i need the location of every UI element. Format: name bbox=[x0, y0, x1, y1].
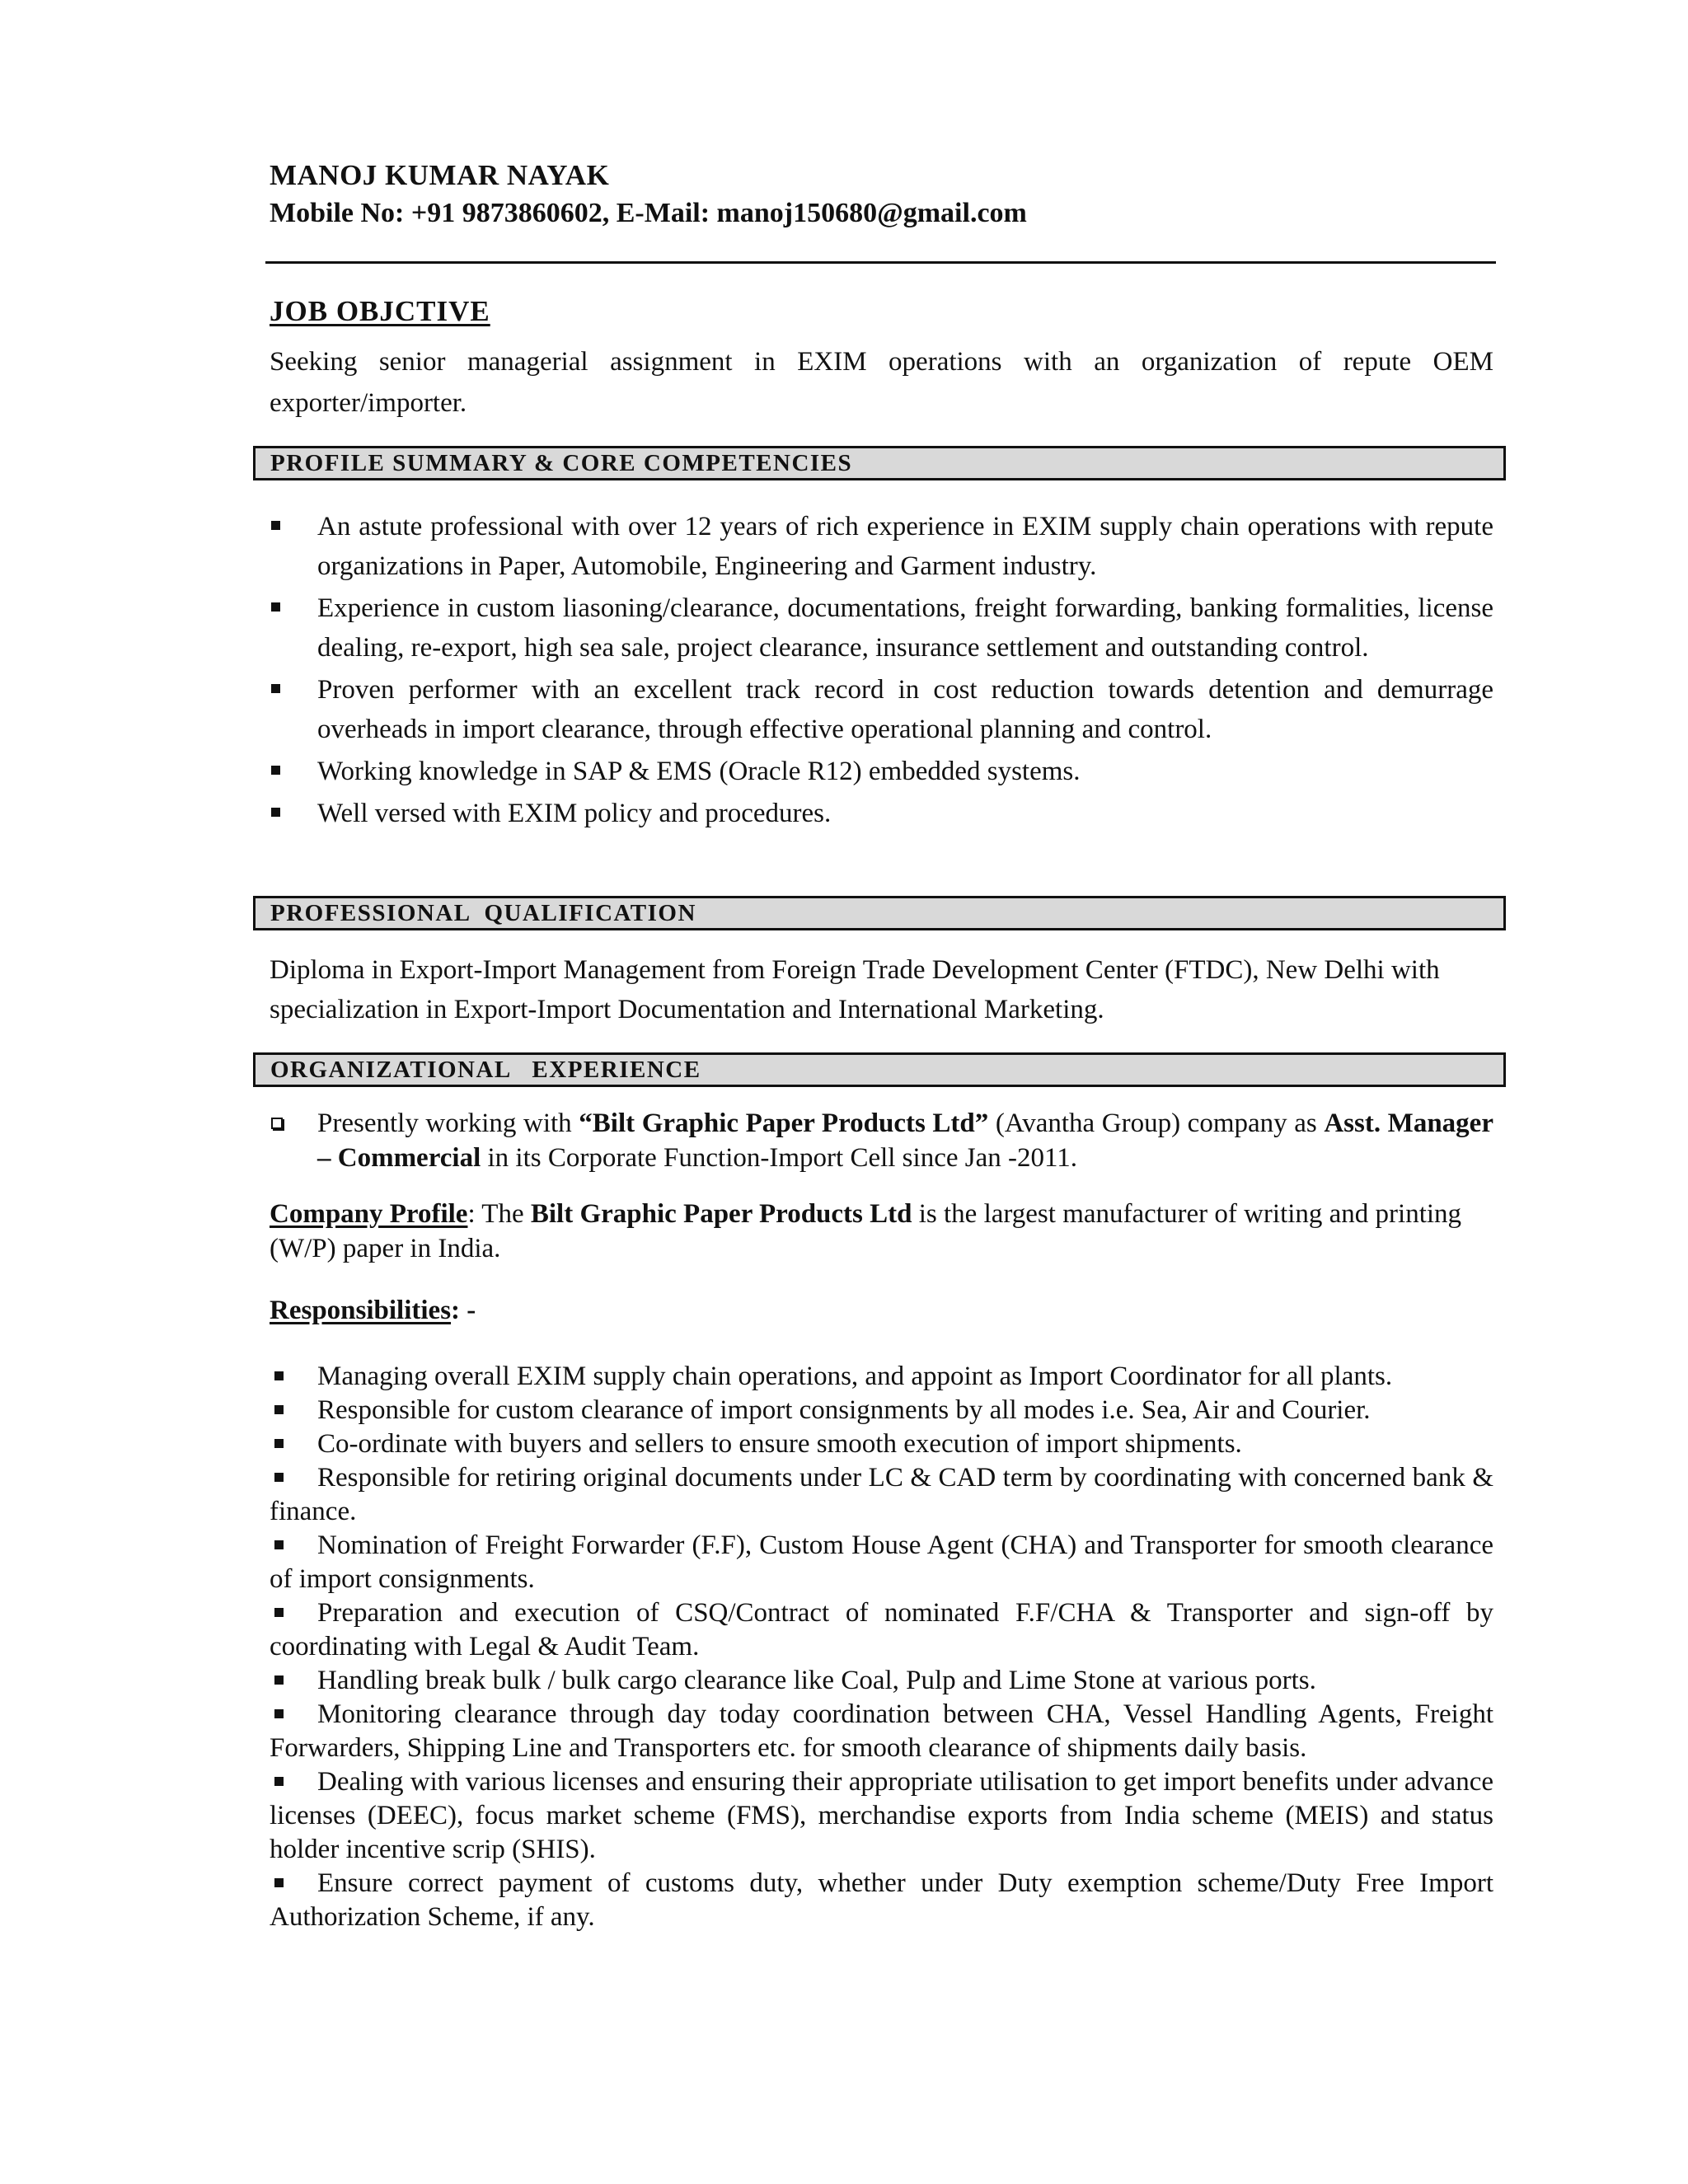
qualification-text: Diploma in Export-Import Management from Foreign Trade Development Center (FTDC), New Delhi with specialization in Export-Import Documentation and International Marketing. bbox=[270, 955, 1440, 1024]
objective-title: JOB OBJCTIVE bbox=[270, 295, 490, 327]
square-bullet-icon bbox=[274, 1777, 284, 1786]
square-bullet-icon bbox=[274, 1439, 284, 1448]
list-item: Responsible for retiring original documents under LC & CAD term by coordinating with concerned bank & finance. bbox=[270, 1463, 1493, 1526]
square-bullet-icon bbox=[271, 602, 280, 612]
square-bullet-icon bbox=[271, 766, 280, 775]
list-item: Co-ordinate with buyers and sellers to ensure smooth execution of import shipments. bbox=[270, 1427, 1493, 1461]
list-item: Preparation and execution of CSQ/Contract of nominated F.F/CHA & Transporter and sign-off by coordinating with Legal & Audit Team. bbox=[270, 1598, 1493, 1661]
list-item: An astute professional with over 12 years of rich experience in EXIM supply chain operations with repute organizations in Paper, Automobile, Engineering and Garment industry. bbox=[270, 507, 1493, 586]
resume-header bbox=[270, 157, 1498, 232]
square-bullet-icon bbox=[274, 1540, 284, 1549]
header-divider bbox=[265, 261, 1496, 264]
qualification-section-title: PROFESSIONAL QUALIFICATION bbox=[253, 896, 1506, 930]
square-bullet-icon bbox=[274, 1405, 284, 1414]
experience-section-title: ORGANIZATIONAL EXPERIENCE bbox=[253, 1052, 1506, 1087]
square-bullet-icon bbox=[274, 1608, 284, 1617]
square-bullet-icon bbox=[274, 1675, 284, 1685]
list-item: Managing overall EXIM supply chain operations, and appoint as Import Coordinator for all plants. bbox=[270, 1360, 1493, 1394]
list-item: Monitoring clearance through day today coordination between CHA, Vessel Handling Agents, Freight Forwarders, Shipping Line and Transporters etc. for smooth clearance of shipments daily basis. bbox=[270, 1699, 1493, 1763]
list-item: Experience in custom liasoning/clearance, documentations, freight forwarding, banking formalities, license dealing, re-export, high sea sale, project clearance, insurance settlement and outstanding control. bbox=[270, 588, 1493, 668]
contact-line bbox=[270, 194, 1498, 232]
objective-text: Seeking senior managerial assignment in EXIM operations with an organization of repute OEM exporter/importer. bbox=[270, 347, 1493, 418]
list-item: Nomination of Freight Forwarder (F.F), Custom House Agent (CHA) and Transporter for smooth clearance of import consignments. bbox=[270, 1530, 1493, 1594]
list-item: Working knowledge in SAP & EMS (Oracle R12) embedded systems. bbox=[270, 752, 1493, 791]
square-bullet-icon bbox=[271, 521, 280, 530]
square-bullet-icon bbox=[271, 808, 280, 817]
company-profile: Company Profile: The Bilt Graphic Paper Products Ltd is the largest manufacturer of writing and printing (W/P) paper in India. bbox=[270, 1199, 1462, 1263]
list-item: Ensure correct payment of customs duty, whether under Duty exemption scheme/Duty Free Import Authorization Scheme, if any. bbox=[270, 1868, 1493, 1932]
responsibilities-list bbox=[270, 1360, 1493, 1934]
list-item: Well versed with EXIM policy and procedures. bbox=[270, 794, 1493, 833]
candidate-name: MANOJ KUMAR NAYAK bbox=[270, 159, 610, 191]
job-role: Asst. Manager – Commercial bbox=[317, 1108, 1493, 1173]
mobile-label: Mobile No: bbox=[270, 198, 411, 228]
list-item: Dealing with various licenses and ensuring their appropriate utilisation to get import benefits under advance licenses (DEEC), focus market scheme (FMS), merchandise exports from India scheme (MEIS) and status holder incentive scrip (SHIS). bbox=[270, 1767, 1493, 1864]
square-bullet-icon bbox=[274, 1878, 284, 1887]
company-name: Bilt Graphic Paper Products Ltd bbox=[530, 1199, 912, 1229]
square-bullet-icon bbox=[274, 1473, 284, 1482]
list-item: Handling break bulk / bulk cargo clearance like Coal, Pulp and Lime Stone at various ports. bbox=[270, 1664, 1493, 1698]
company-quoted: “Bilt Graphic Paper Products Ltd” bbox=[579, 1108, 989, 1138]
current-position: Presently working with “Bilt Graphic Paper Products Ltd” (Avantha Group) company as Asst. Manager – Commercial in its Corporate Function-Import Cell since Jan -2011. bbox=[270, 1106, 1493, 1175]
profile-list bbox=[270, 507, 1493, 836]
responsibilities-heading: Responsibilities: - bbox=[270, 1296, 476, 1325]
list-item: Proven performer with an excellent track record in cost reduction towards detention and demurrage overheads in import clearance, through effective operational planning and control. bbox=[270, 670, 1493, 749]
email-address: manoj150680@gmail.com bbox=[716, 198, 1027, 228]
company-profile-label: Company Profile bbox=[270, 1199, 468, 1229]
mobile-number: +91 9873860602 bbox=[410, 198, 603, 228]
square-bullet-icon bbox=[274, 1371, 284, 1380]
checkbox-bullet-icon bbox=[271, 1118, 283, 1129]
square-bullet-icon bbox=[271, 684, 280, 693]
profile-section-title: PROFILE SUMMARY & CORE COMPETENCIES bbox=[253, 446, 1506, 480]
list-item: Responsible for custom clearance of import consignments by all modes i.e. Sea, Air and Courier. bbox=[270, 1394, 1493, 1427]
square-bullet-icon bbox=[274, 1709, 284, 1718]
email-label: , E-Mail: bbox=[602, 198, 717, 228]
